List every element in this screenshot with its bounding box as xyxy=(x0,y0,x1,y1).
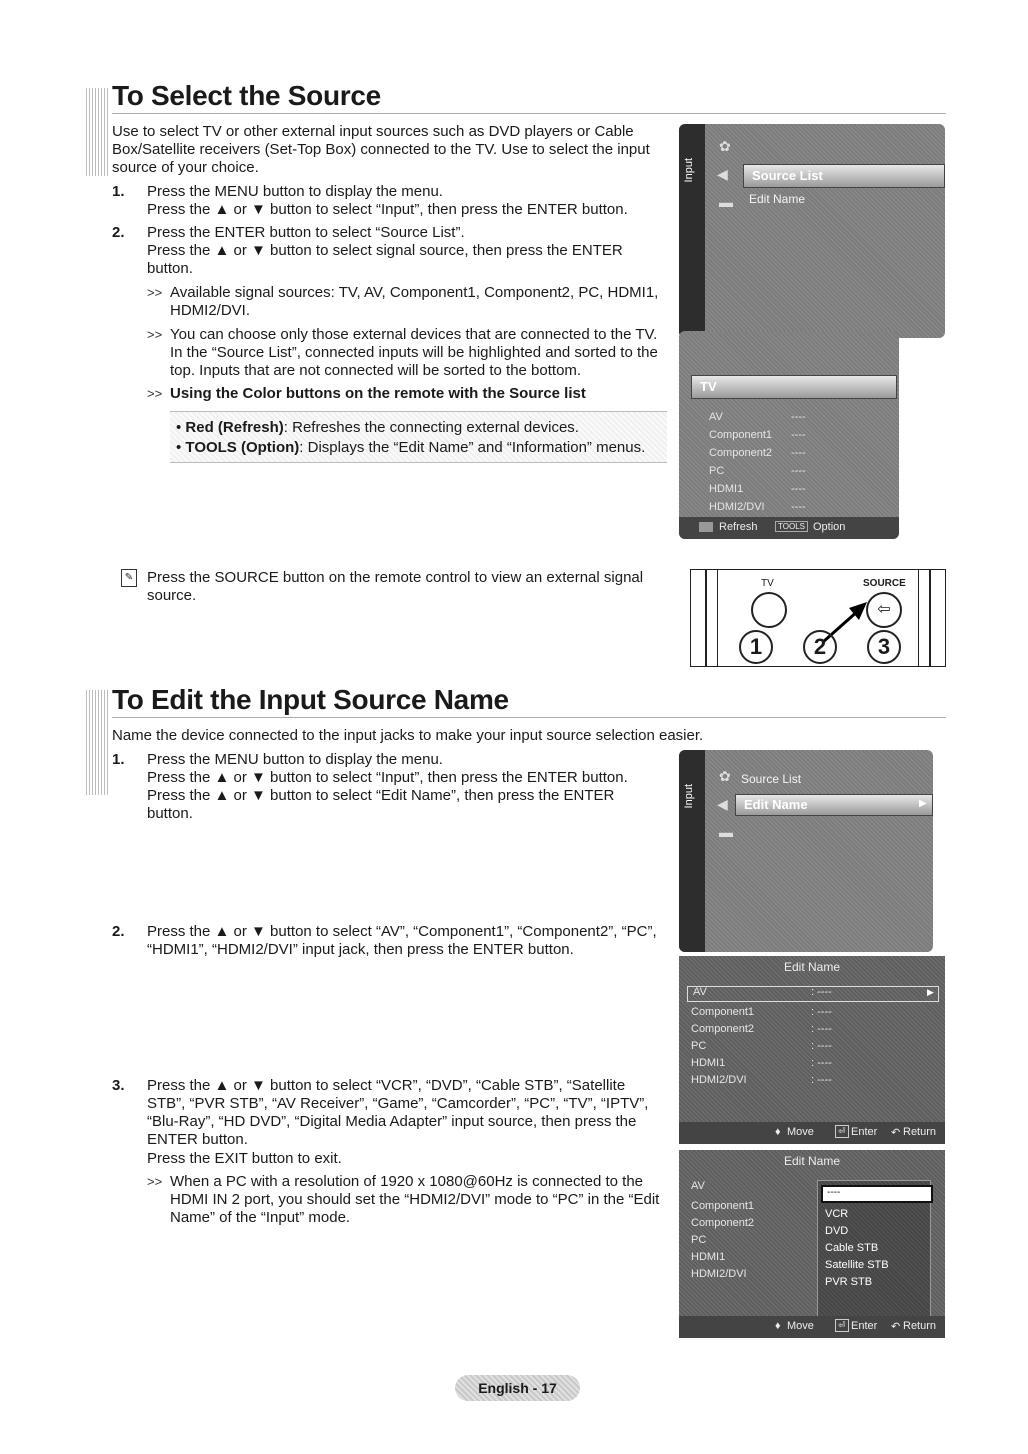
tv-screen-source-list xyxy=(679,331,899,539)
screen-icon: ▬ xyxy=(719,194,733,210)
tv-screen-edit-name-menu xyxy=(679,750,933,952)
step1-line1: Press the MENU button to display the menu. xyxy=(147,183,443,200)
tools-badge: TOOLS xyxy=(775,521,808,532)
step2-line1: Press the ENTER button to select “Source List”. xyxy=(147,224,465,241)
source-status: ---- xyxy=(791,501,806,513)
note-pc-resolution: When a PC with a resolution of 1920 x 1080@60Hz is connected to the HDMI IN 2 port, you should set the “HDMI2/DVI” mode to “PC” in the “Edit Name” of the “Input” mode. xyxy=(170,1173,660,1226)
input-icon: ◀ xyxy=(717,166,728,182)
remote-illustration xyxy=(690,569,946,667)
source-item[interactable]: PC xyxy=(709,465,725,477)
step1-line2: Press the ▲ or ▼ button to select “Input”, then press the ENTER button. xyxy=(147,201,628,218)
note-arrow-icon: >> xyxy=(147,1174,163,1189)
source-item[interactable]: HDMI1 xyxy=(709,483,744,495)
step-number: 1. xyxy=(112,751,125,768)
side-strip xyxy=(679,124,705,338)
step3-exit: Press the EXIT button to exit. xyxy=(147,1150,342,1167)
step1-line1: Press the MENU button to display the menu. xyxy=(147,751,443,768)
digit-1-button[interactable]: 1 xyxy=(739,630,773,664)
source-item[interactable]: AV xyxy=(709,411,723,423)
return-icon: ↶ xyxy=(891,1321,901,1333)
tv-button-label: TV xyxy=(761,578,774,589)
section-bar xyxy=(86,88,108,176)
menu-item-edit-name[interactable]: Edit Name xyxy=(749,192,806,206)
dropdown-option[interactable]: DVD xyxy=(825,1225,849,1237)
menu-item-source-list[interactable]: Source List xyxy=(741,772,802,786)
section2-intro: Name the device connected to the input jacks to make your input source selection easier. xyxy=(112,727,704,744)
edit-name-value: : ---- xyxy=(811,1006,832,1018)
edit-name-value: : ---- xyxy=(811,1023,832,1035)
menu-item-edit-name[interactable]: Edit Name xyxy=(735,794,933,816)
bullet-tools: • TOOLS (Option): Displays the “Edit Name” and “Information” menus. xyxy=(176,439,646,456)
step1-line2: Press the ▲ or ▼ button to select “Input”, then press the ENTER button. xyxy=(147,769,628,786)
page-number: English - 17 xyxy=(455,1375,580,1401)
edit-name-footer xyxy=(679,1316,945,1338)
dropdown-option[interactable]: PVR STB xyxy=(825,1276,873,1288)
source-status: ---- xyxy=(791,429,806,441)
step-number: 2. xyxy=(112,923,125,940)
source-item-tv[interactable]: TV xyxy=(691,375,897,399)
edit-name-item[interactable]: Component2 xyxy=(691,1023,754,1035)
edit-name-value: : ---- xyxy=(811,1057,832,1069)
step2-text: Press the ▲ or ▼ button to select “AV”, “Component1”, “Component2”, “PC”, “HDMI1”, “HDMI2/DVI” input jack, then press the ENTER button. xyxy=(147,923,657,958)
digit-2-button[interactable]: 2 xyxy=(803,630,837,664)
note-arrow-icon: >> xyxy=(147,386,163,401)
enter-label: Enter xyxy=(851,1126,878,1138)
remote-edge-left xyxy=(705,570,718,666)
section1-intro: Use to select TV or other external input sources such as DVD players or Cable Box/Satellite receivers (Set-Top Box) connected to the TV. Use to select the input source of your choice. xyxy=(112,123,650,176)
source-item[interactable]: Component2 xyxy=(709,447,772,459)
dropdown-option[interactable]: Cable STB xyxy=(825,1242,879,1254)
red-button-icon xyxy=(699,522,713,532)
bullet-tools-label: TOOLS (Option) xyxy=(185,439,300,456)
screen-icon: ▬ xyxy=(719,824,733,840)
bullet-tools-text: : Displays the “Edit Name” and “Information” menus. xyxy=(299,439,646,456)
source-status: ---- xyxy=(791,483,806,495)
section2-rule xyxy=(112,717,946,718)
move-icon: ♦ xyxy=(775,1320,781,1332)
step2-line2: Press the ▲ or ▼ button to select signal source, then press the ENTER button. xyxy=(147,242,623,277)
dropdown-option[interactable]: Satellite STB xyxy=(825,1259,889,1271)
edit-name-value: : ---- xyxy=(811,1040,832,1052)
tv-screen-edit-name-options xyxy=(679,1150,945,1338)
edit-name-item[interactable]: AV xyxy=(693,986,707,998)
section1-rule xyxy=(112,113,946,114)
refresh-label[interactable]: Refresh xyxy=(719,521,758,533)
bullet-refresh-text: : Refreshes the connecting external devices. xyxy=(283,419,579,436)
arrow-right-icon: ▶ xyxy=(919,798,927,809)
gear-icon: ✿ xyxy=(719,138,731,154)
source-status: ---- xyxy=(791,447,806,459)
note-color-buttons: Using the Color buttons on the remote with the Source list xyxy=(170,385,586,402)
edit-name-title: Edit Name xyxy=(783,960,841,974)
step3-text: Press the ▲ or ▼ button to select “VCR”, “DVD”, “Cable STB”, “Satellite STB”, “PVR STB”, “AV Receiver”, “Game”, “Camcorder”, “PC”, “TV”, “IPTV”, “Blu-Ray”, “HD DVD”, “Digital Media Adapter” input source, then press the ENTER button. xyxy=(147,1077,649,1148)
edit-name-item[interactable]: HDMI2/DVI xyxy=(691,1074,747,1086)
edit-name-item[interactable]: HDMI1 xyxy=(691,1057,726,1069)
section2-title: To Edit the Input Source Name xyxy=(112,684,509,715)
bullet-refresh-label: Red (Refresh) xyxy=(185,419,284,436)
tv-screen-input-menu xyxy=(679,124,945,338)
return-icon: ↶ xyxy=(891,1127,901,1139)
tv-power-button[interactable] xyxy=(751,592,787,628)
edit-name-item[interactable]: Component1 xyxy=(691,1200,754,1212)
dropdown-value-box[interactable]: ---- xyxy=(821,1185,933,1203)
side-strip xyxy=(679,750,705,952)
side-label: Input xyxy=(683,784,695,809)
digit-3-button[interactable]: 3 xyxy=(867,630,901,664)
source-list-footer xyxy=(679,517,899,539)
source-item[interactable]: HDMI2/DVI xyxy=(709,501,765,513)
edit-name-title: Edit Name xyxy=(783,1154,841,1168)
enter-label: Enter xyxy=(851,1320,878,1332)
step1-line3: Press the ▲ or ▼ button to select “Edit Name”, then press the ENTER button. xyxy=(147,787,615,822)
note-arrow-icon: >> xyxy=(147,327,163,342)
source-status: ---- xyxy=(791,465,806,477)
edit-name-value: : ---- xyxy=(811,1074,832,1086)
source-item[interactable]: Component1 xyxy=(709,429,772,441)
enter-icon: ⏎ xyxy=(835,1125,849,1138)
return-label: Return xyxy=(903,1126,937,1138)
edit-name-item[interactable]: Component2 xyxy=(691,1217,754,1229)
move-icon: ♦ xyxy=(775,1126,781,1138)
section1-title: To Select the Source xyxy=(112,80,381,111)
move-label: Move xyxy=(787,1320,814,1332)
edit-name-item[interactable]: Component1 xyxy=(691,1006,754,1018)
input-icon: ◀ xyxy=(717,796,728,812)
edit-name-item[interactable]: PC xyxy=(691,1040,707,1052)
edit-name-item[interactable]: HDMI1 xyxy=(691,1251,726,1263)
option-label[interactable]: Option xyxy=(813,521,846,533)
step-number: 1. xyxy=(112,183,125,200)
step-number: 2. xyxy=(112,224,125,241)
edit-name-item[interactable]: HDMI2/DVI xyxy=(691,1268,747,1280)
edit-name-value: : ---- xyxy=(811,986,832,998)
edit-name-footer xyxy=(679,1122,945,1144)
move-label: Move xyxy=(787,1126,814,1138)
side-label: Input xyxy=(683,158,695,183)
source-button-label: SOURCE xyxy=(863,578,906,589)
tv-screen-edit-name-list xyxy=(679,956,945,1144)
return-label: Return xyxy=(903,1320,937,1332)
dropdown-option[interactable]: VCR xyxy=(825,1208,849,1220)
bullet-refresh: • Red (Refresh): Refreshes the connecting external devices. xyxy=(176,419,579,436)
remote-edge-right xyxy=(918,570,931,666)
menu-item-source-list[interactable]: Source List xyxy=(743,164,945,188)
source-tip: Press the SOURCE button on the remote control to view an external signal source. xyxy=(147,569,644,604)
note-signal-sources: Available signal sources: TV, AV, Component1, Component2, PC, HDMI1, HDMI2/DVI. xyxy=(170,284,659,319)
edit-name-item[interactable]: PC xyxy=(691,1234,707,1246)
arrow-right-icon: ▶ xyxy=(927,987,934,997)
section-bar xyxy=(86,690,108,795)
memo-icon: ✎ xyxy=(121,569,137,587)
source-status: ---- xyxy=(791,411,806,423)
note-arrow-icon: >> xyxy=(147,285,163,300)
edit-name-item[interactable]: AV xyxy=(691,1180,705,1192)
source-button[interactable]: ⇦ xyxy=(866,592,902,628)
step-number: 3. xyxy=(112,1077,125,1094)
gear-icon: ✿ xyxy=(719,768,731,784)
enter-icon: ⏎ xyxy=(835,1319,849,1332)
note-connected-devices: You can choose only those external devices that are connected to the TV. In the “Source List”, connected inputs will be highlighted and sorted to the top. Inputs that are not connected will be sorted to the bottom. xyxy=(170,326,658,379)
